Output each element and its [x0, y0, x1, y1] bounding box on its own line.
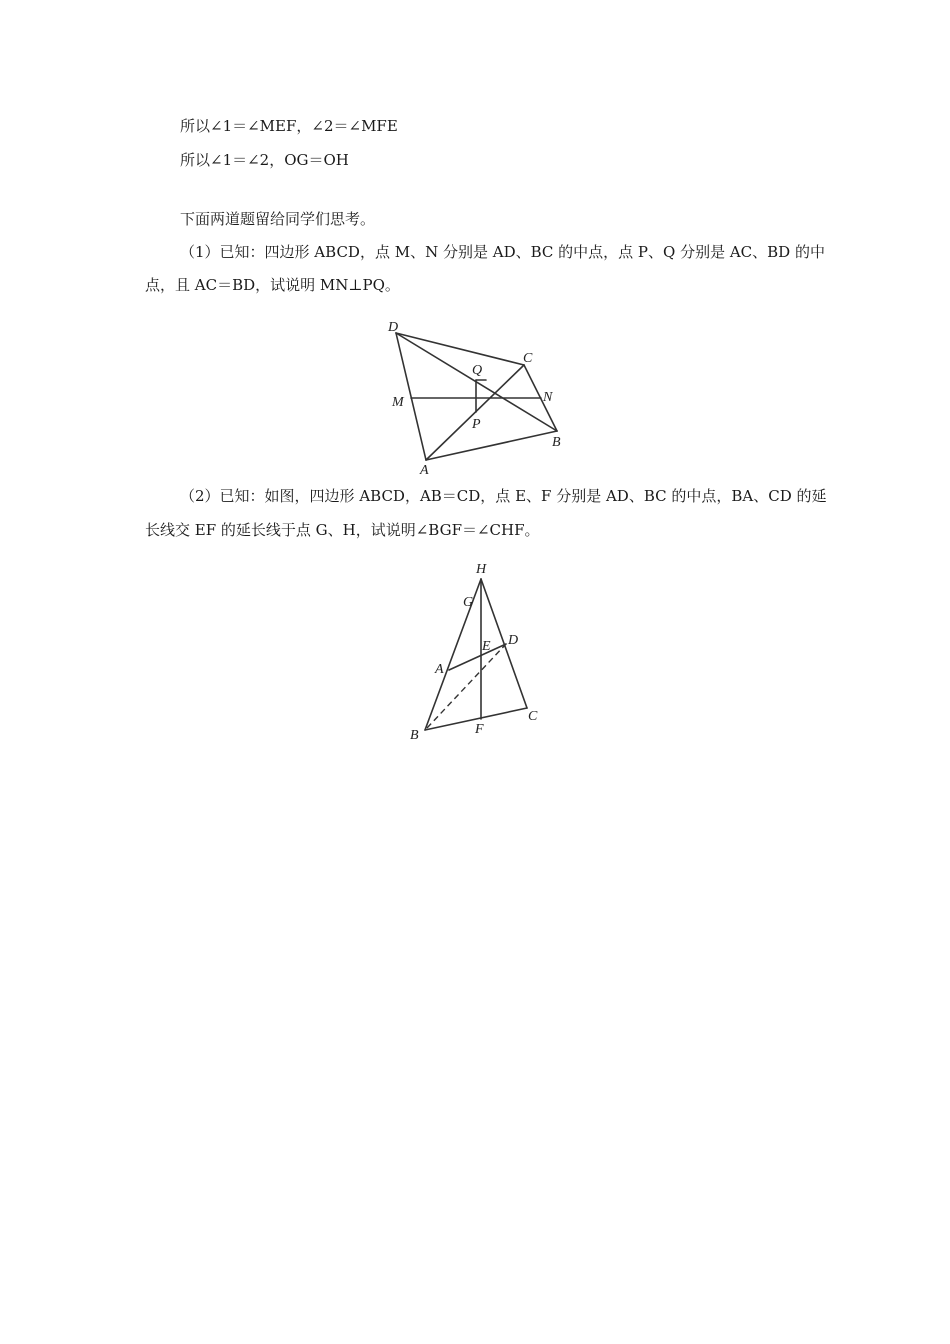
segment-DC: [396, 333, 524, 365]
label-N: N: [543, 390, 553, 405]
diagonal-AC: [426, 365, 524, 460]
label-D: D: [388, 320, 399, 335]
exercise-intro: 下面两道题留给同学们思考。: [180, 210, 376, 228]
label-Q: Q: [472, 363, 483, 378]
question-1-line-1: （1）已知：四边形 ABCD，点 M、N 分别是 AD、BC 的中点，点 P、Q 分别是 AC、BD 的中: [180, 243, 825, 261]
segment-AD: [449, 644, 506, 670]
proof-line-2: 所以∠1＝∠2，OG＝OH: [180, 151, 349, 169]
label-C: C: [528, 709, 538, 724]
figure-1-quadrilateral: [380, 312, 580, 482]
label-C: C: [523, 351, 533, 366]
segment-BA: [426, 431, 557, 460]
label-G: G: [463, 595, 474, 610]
label-F: F: [475, 722, 484, 737]
label-P: P: [472, 417, 481, 432]
label-M: M: [392, 395, 404, 410]
label-D: D: [508, 633, 519, 648]
label-A: A: [435, 662, 444, 677]
label-A: A: [420, 463, 429, 478]
label-H: H: [476, 562, 487, 577]
proof-line-1: 所以∠1＝∠MEF，∠2＝∠MFE: [180, 117, 398, 135]
question-2-line-1: （2）已知：如图，四边形 ABCD，AB＝CD，点 E、F 分别是 AD、BC 的中点，BA、CD 的延: [180, 487, 827, 505]
figure-2-quadrilateral: [400, 555, 560, 750]
label-B: B: [410, 728, 419, 743]
question-1-line-2: 点，且 AC＝BD，试说明 MN⊥PQ。: [145, 276, 400, 294]
label-E: E: [482, 639, 491, 654]
label-B: B: [552, 435, 561, 450]
question-2-line-2: 长线交 EF 的延长线于点 G、H，试说明∠BGF＝∠CHF。: [145, 521, 540, 539]
